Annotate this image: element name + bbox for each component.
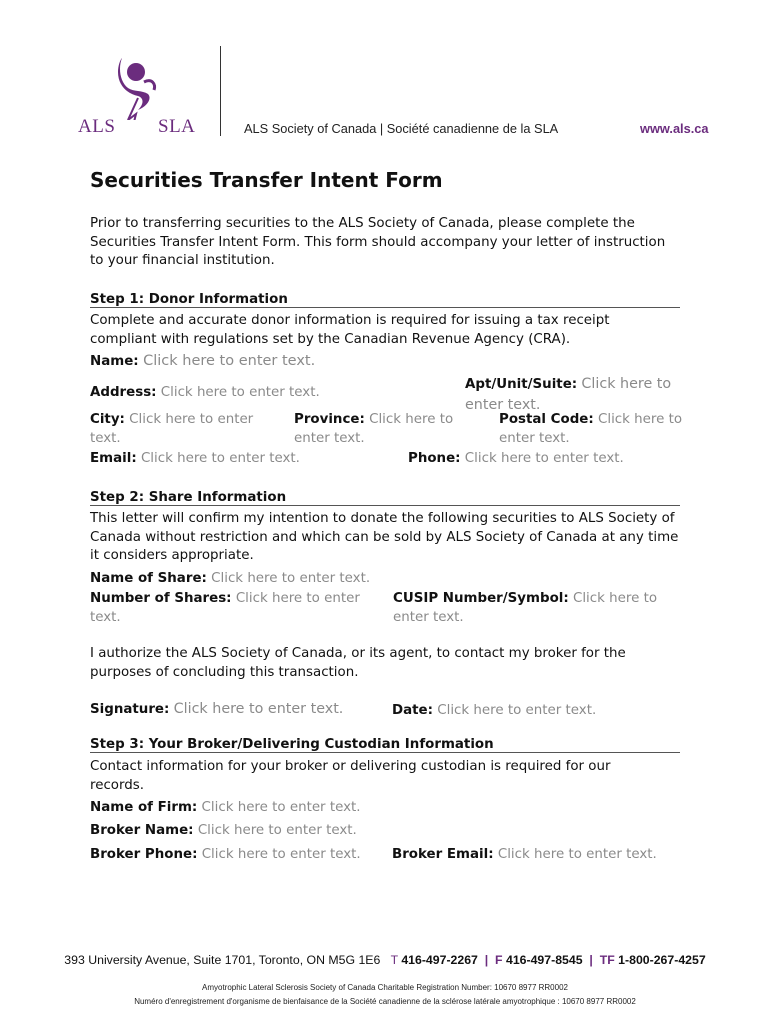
- date-input[interactable]: Click here to enter text.: [437, 703, 597, 718]
- broker-name-input[interactable]: Click here to enter text.: [197, 823, 357, 838]
- logo-als-text: ALS: [78, 116, 116, 137]
- broker-phone-label: Broker Phone:: [90, 847, 198, 862]
- province-input[interactable]: Click here to enter text.: [294, 412, 454, 446]
- step2-heading: Step 2: Share Information: [90, 490, 680, 506]
- date-label: Date:: [392, 703, 433, 718]
- name-field[interactable]: [90, 353, 315, 369]
- signature-input[interactable]: Click here to enter text.: [173, 701, 344, 717]
- step3-desc: Contact information for your broker or delivering custodian is required for our records.: [90, 759, 611, 793]
- footer-phone: 416-497-2267: [401, 953, 478, 967]
- signature-label: Signature:: [90, 702, 170, 717]
- phone-label: Phone:: [408, 451, 461, 466]
- phone-input[interactable]: Click here to enter text.: [464, 451, 624, 466]
- name-label: Name:: [90, 354, 139, 369]
- num-shares-field[interactable]: [90, 590, 385, 627]
- num-shares-label: Number of Shares:: [90, 591, 232, 606]
- step3-heading: Step 3: Your Broker/Delivering Custodian Information: [90, 737, 680, 753]
- email-label: Email:: [90, 451, 137, 466]
- footer-fax: 416-497-8545: [505, 953, 583, 967]
- city-input[interactable]: Click here to enter text.: [90, 412, 254, 446]
- num-shares-input[interactable]: Click here to enter text.: [90, 591, 360, 625]
- name-input[interactable]: Click here to enter text.: [143, 353, 316, 369]
- email-field[interactable]: [90, 450, 300, 469]
- apt-input[interactable]: Click here to enter text.: [465, 376, 672, 413]
- postal-field[interactable]: [499, 411, 709, 448]
- email-input[interactable]: Click here to enter text.: [140, 451, 300, 466]
- broker-phone-input[interactable]: Click here to enter text.: [201, 847, 361, 862]
- broker-name-field[interactable]: [90, 822, 357, 841]
- footer-t-label: T: [390, 953, 398, 967]
- authorize-text: I authorize the ALS Society of Canada, or its agent, to contact my broker for the purposes of concluding this transaction.: [90, 646, 626, 680]
- logo-sla-text: SLA: [158, 116, 196, 137]
- address-field[interactable]: [90, 385, 320, 400]
- city-field[interactable]: [90, 411, 285, 448]
- footer-sep-1: |: [484, 953, 489, 967]
- postal-label: Postal Code:: [499, 412, 594, 427]
- firm-field[interactable]: [90, 799, 361, 818]
- footer-address: 393 University Avenue, Suite 1701, Toronto, ON M5G 1E6: [64, 953, 381, 967]
- cusip-input[interactable]: Click here to enter text.: [393, 591, 658, 625]
- broker-name-label: Broker Name:: [90, 823, 194, 838]
- postal-input[interactable]: Click here to enter text.: [499, 412, 683, 446]
- share-name-input[interactable]: Click here to enter text.: [211, 571, 371, 586]
- broker-email-label: Broker Email:: [392, 847, 494, 862]
- step1-desc: Complete and accurate donor information is required for issuing a tax receipt compliant with regulations set by the Canadian Revenue Agency (CRA).: [90, 313, 610, 347]
- footer-registration-en: Amyotrophic Lateral Sclerosis Society of Canada Charitable Registration Number: 10670 8977 RR0002: [202, 983, 568, 992]
- footer-f-label: F: [495, 953, 503, 967]
- firm-input[interactable]: Click here to enter text.: [201, 800, 361, 815]
- als-figure-icon: [78, 48, 198, 120]
- province-field[interactable]: [294, 411, 484, 448]
- step1-heading: Step 1: Donor Information: [90, 292, 680, 308]
- apt-label: Apt/Unit/Suite:: [465, 377, 578, 392]
- intro-text: Prior to transferring securities to the ALS Society of Canada, please complete the Securities Transfer Intent Form. This form should accompany your letter of instruction to your financial institution.: [90, 216, 666, 268]
- footer-tf-label: TF: [599, 953, 615, 967]
- header-divider: [220, 46, 221, 136]
- footer-sep-2: |: [589, 953, 593, 967]
- cusip-field[interactable]: [393, 590, 683, 627]
- province-label: Province:: [294, 412, 365, 427]
- als-logo: [78, 48, 198, 138]
- share-name-label: Name of Share:: [90, 571, 207, 586]
- apt-field[interactable]: [465, 374, 705, 416]
- broker-email-input[interactable]: Click here to enter text.: [497, 847, 657, 862]
- footer-registration-fr: Numéro d'enregistrement d'organisme de bienfaisance de la Société canadienne de la sclérose latérale amyotrophique : 10670 8977 RR0002: [134, 997, 636, 1006]
- step2-desc: This letter will confirm my intention to donate the following securities to ALS Society of Canada without restriction and which can be sold by ALS Society of Canada at any time it considers appropriate.: [90, 511, 679, 563]
- date-field[interactable]: [392, 702, 596, 721]
- cusip-label: CUSIP Number/Symbol:: [393, 591, 569, 606]
- broker-email-field[interactable]: [392, 846, 657, 865]
- share-name-field[interactable]: [90, 570, 370, 589]
- footer-tollfree: 1-800-267-4257: [618, 953, 706, 967]
- broker-phone-field[interactable]: [90, 846, 361, 865]
- city-label: City:: [90, 412, 125, 427]
- page-title: Securities Transfer Intent Form: [90, 168, 443, 192]
- firm-label: Name of Firm:: [90, 800, 198, 815]
- phone-field[interactable]: [408, 450, 624, 469]
- address-label: Address:: [90, 385, 157, 400]
- signature-field[interactable]: [90, 701, 343, 717]
- org-line: ALS Society of Canada | Société canadienne de la SLA: [244, 121, 559, 136]
- address-input[interactable]: Click here to enter text.: [160, 385, 320, 400]
- website-link[interactable]: www.als.ca: [640, 121, 709, 136]
- footer-address-line: [0, 953, 770, 967]
